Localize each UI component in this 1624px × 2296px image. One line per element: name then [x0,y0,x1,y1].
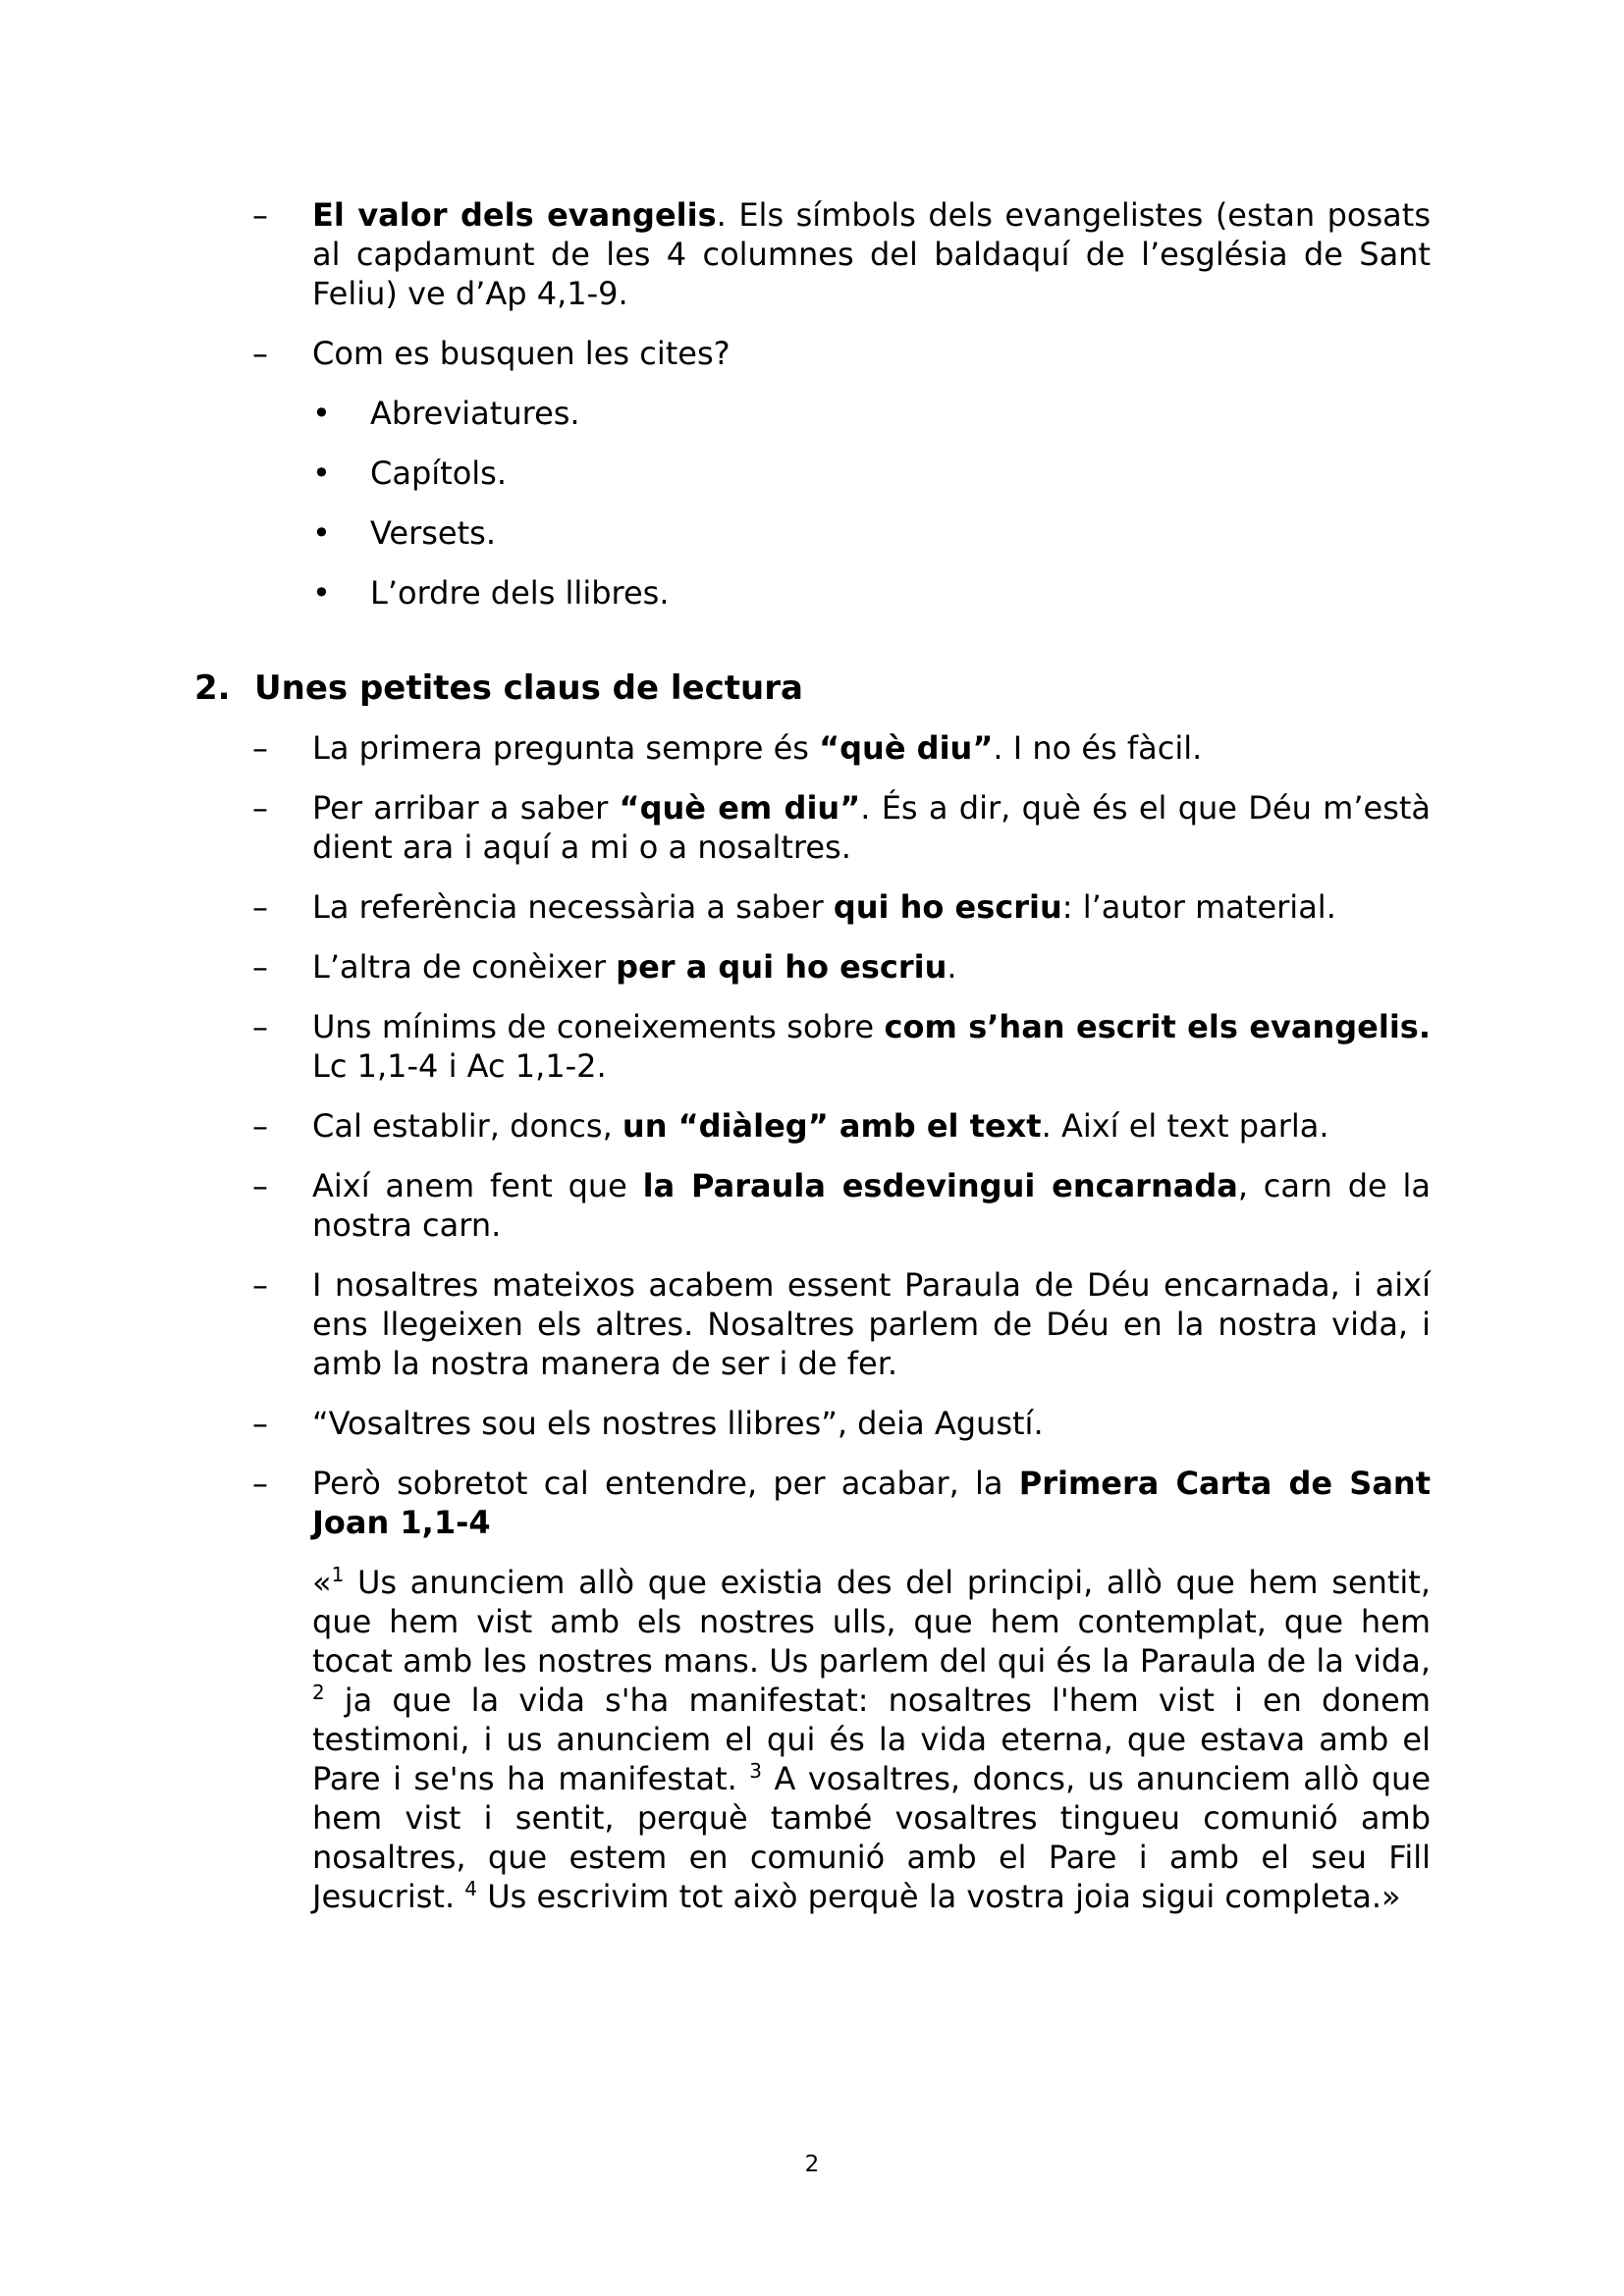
scripture-quote [312,1563,1431,1916]
text-run: . És a dir, què és el que Déu m’està dient ara i aquí a mi o a nosaltres. [312,789,1432,866]
text-run: I nosaltres mateixos acabem essent Paraula de Déu encarnada, i així ens llegeixen els altres. Nosaltres parlem de Déu en la nostra vida, i amb la nostra manera de ser i de fer. [312,1266,1431,1382]
text-run: Com es busquen les cites? [312,335,731,372]
bold-text: El valor dels evangelis [312,196,717,234]
list-item [252,788,1431,867]
list-item [252,1106,1431,1146]
verse-number: 3 [749,1759,763,1783]
bold-text: per a qui ho escriu [616,948,947,986]
dot-bullet: • [312,395,331,432]
text-run: Us escrivim tot això perquè la vostra joia sigui completa.» [477,1878,1401,1915]
list-item [252,1464,1431,1542]
dash-bullet: – [252,1266,268,1304]
sub-list-item-text: Abreviatures. [370,395,580,432]
list-item [252,1166,1431,1245]
text-run: Cal establir, doncs, [312,1107,623,1145]
claus-item-list [0,728,1624,1542]
dash-bullet: – [252,1465,268,1502]
dash-bullet: – [252,1107,268,1145]
text-run: : l’autor material. [1061,888,1336,926]
list-item-text [312,195,1431,313]
sub-list-item [312,513,1431,553]
bold-text: un “diàleg” amb el text [622,1107,1042,1145]
text-run: , carn de la nostra carn. [312,1167,1431,1244]
list-item-text [312,1404,1431,1443]
dash-bullet: – [252,948,268,986]
verse-number: 1 [331,1563,345,1586]
section-number: 2. [194,668,231,708]
dot-bullet: • [312,454,331,492]
dot-bullet: • [312,574,331,612]
list-item [252,1404,1431,1443]
list-item-text [312,334,1431,373]
list-item [252,947,1431,987]
dash-bullet: – [252,335,268,372]
text-run: ja que la vida s'ha manifestat: nosaltres l'hem vist i en donem testimoni, i us anunciem el qui és la vida eterna, que estava amb el Pare i se'ns ha manifestat. [312,1682,1431,1797]
text-run: Uns mínims de coneixements sobre [312,1008,885,1045]
list-item [252,728,1431,768]
text-run: . Així el text parla. [1041,1107,1329,1145]
text-run: “Vosaltres sou els nostres llibres”, deia Agustí. [312,1405,1044,1442]
list-item-text [312,1166,1431,1245]
bold-text: Primera Carta de Sant Joan 1,1-4 [312,1465,1432,1541]
text-run: Però sobretot cal entendre, per acabar, la [312,1465,1019,1502]
sub-bullet-list [0,394,1624,613]
bold-text: “què diu” [819,729,994,767]
text-run: . I no és fàcil. [993,729,1203,767]
sub-list-item [312,454,1431,493]
dash-bullet: – [252,888,268,926]
section-title: Unes petites claus de lectura [254,668,803,708]
text-run: Lc 1,1-4 i Ac 1,1-2. [312,1047,607,1085]
text-run: A vosaltres, doncs, us anunciem allò que hem vist i sentit, perquè també vosaltres tingueu comunió amb nosaltres, que estem en comunió amb el Pare i amb el seu Fill Jesucrist. [312,1760,1432,1915]
sub-list-item-text: L’ordre dels llibres. [370,574,670,612]
dash-bullet: – [252,196,268,234]
dash-bullet: – [252,729,268,767]
text-run: Així anem fent que [312,1167,643,1204]
list-item [252,195,1431,313]
verse-number: 2 [312,1681,325,1704]
sub-list-item-text: Versets. [370,514,496,552]
list-item-text [312,788,1431,867]
section-heading [194,668,1624,708]
bold-text: la Paraula esdevingui encarnada [642,1167,1238,1204]
list-item-text [312,728,1431,768]
sub-list-item [312,573,1431,613]
list-item [252,1007,1431,1086]
text-run: . [947,948,957,986]
dash-bullet: – [252,789,268,827]
list-item [252,334,1431,373]
list-item-text [312,1464,1431,1542]
text-run: Per arribar a saber [312,789,620,827]
dash-bullet: – [252,1008,268,1045]
sub-list-item-text: Capítols. [370,454,508,492]
list-item [252,1265,1431,1383]
verse-number: 4 [464,1877,478,1900]
dash-bullet: – [252,1167,268,1204]
bold-text: com s’han escrit els evangelis. [884,1008,1432,1045]
text-run: La referència necessària a saber [312,888,834,926]
text-run: « [312,1564,332,1601]
list-item-text [312,1007,1431,1086]
intro-item-list [0,195,1624,373]
list-item-text [312,1106,1431,1146]
list-item-text [312,1265,1431,1383]
list-item [252,887,1431,927]
sub-list-item [312,394,1431,433]
bold-text: “què em diu” [619,789,861,827]
text-run: . Els símbols dels evangelistes (estan posats al capdamunt de les 4 columnes del baldaquí de l’església de Sant Feliu) ve d’Ap 4,1-9. [312,196,1432,312]
page-number: 2 [804,2152,820,2177]
list-item-text [312,887,1431,927]
dash-bullet: – [252,1405,268,1442]
text-run: La primera pregunta sempre és [312,729,820,767]
list-item-text [312,947,1431,987]
bold-text: qui ho escriu [833,888,1062,926]
text-run: L’altra de conèixer [312,948,617,986]
text-run: Us anunciem allò que existia des del principi, allò que hem sentit, que hem vist amb els nostres ulls, que hem contemplat, que hem tocat amb les nostres mans. Us parlem del qui és la Paraula de la vida, [312,1564,1431,1680]
dot-bullet: • [312,514,331,552]
